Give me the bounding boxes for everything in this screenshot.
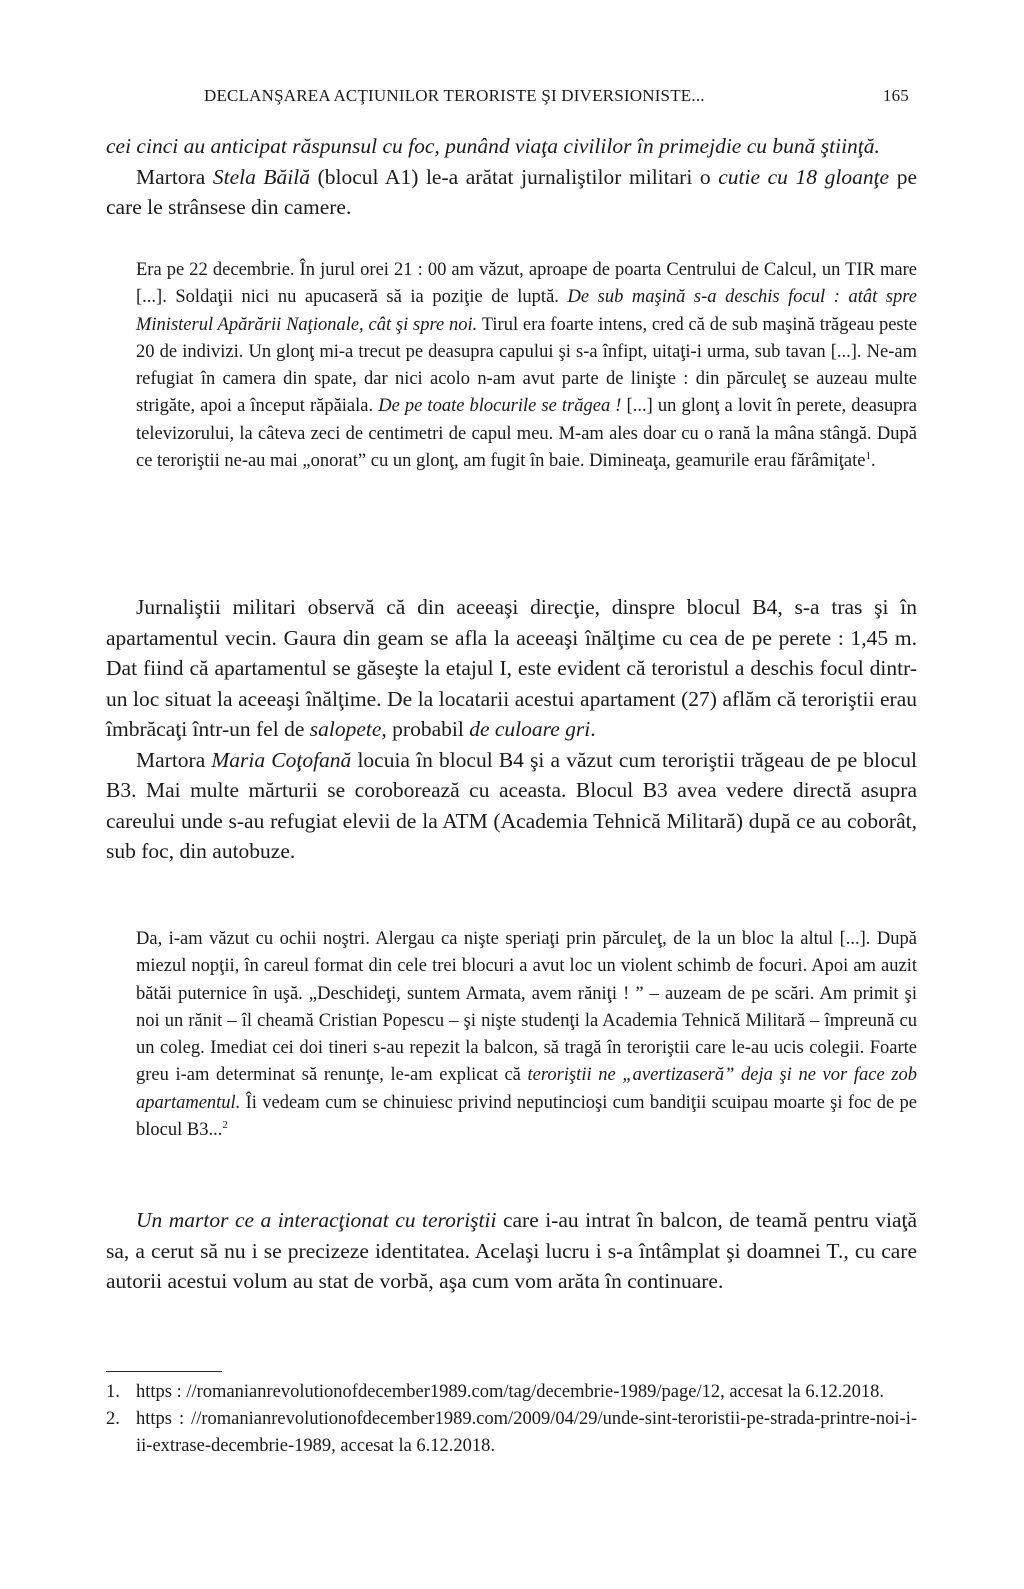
body-block-3 xyxy=(106,1205,917,1297)
text: , probabil xyxy=(381,717,470,741)
running-head-title: DECLANŞAREA ACŢIUNILOR TERORISTE ŞI DIVERSIONISTE... xyxy=(204,86,705,105)
body-block-1 xyxy=(106,131,917,223)
footnote-ref-2[interactable]: 2 xyxy=(222,1118,228,1131)
footnote-2 xyxy=(106,1406,917,1460)
witness-name: Maria Coţofană xyxy=(211,747,352,772)
text: Martora xyxy=(136,747,212,772)
italic-text: cutie cu 18 gloanţe xyxy=(718,164,890,189)
footnote-text: https : //romanianrevolutionofdecember1989.com/2009/04/29/unde-sint-teroristii-pe-strada-printre-noi-i-ii-extrase-decembrie-1989, accesat la 6.12.2018. xyxy=(136,1409,917,1456)
italic-text: De sub maşină s-a deschis focul : atât spre Ministerul Apărării Naţionale, cât şi spre noi. xyxy=(136,287,917,335)
block-quote-2 xyxy=(106,926,917,1144)
text: . xyxy=(590,717,596,741)
text: Martora xyxy=(136,164,213,189)
text: Jurnaliştii militari observă că din aceeaşi direcţie, dinspre blocul B4, s-a tras şi în apartamentul vecin. Gaura din geam se afla la aceeaşi înălţime cu cea de pe perete : 1,45 m. Dat fiind că apartamentul se găseşte la etajul I, este evident că teroristul a deschis focul dintr-un loc situat la aceeaşi înălţime. De la locatarii acestui apartament (27) aflăm că teroriştii erau îmbrăcaţi într-un fel de xyxy=(106,595,917,741)
text: locuia în blocul B4 şi a văzut cum teroriştii trăgeau de pe blocul B3. Mai multe mărturii se coroborează cu aceasta. Blocul B3 avea vedere directă asupra careului unde s-au refugiat elevii de la ATM (Academia Tehnică Militară) după ce au coborât, sub foc, din autobuze. xyxy=(106,747,917,863)
footnote-ref-1[interactable]: 1 xyxy=(865,449,871,462)
text: Da, i-am văzut cu ochii noştri. Alergau ca nişte speriaţi prin părculeţ, de la un bloc la altul [...]. După miezul nopţii, în careul format din cele trei blocuri a avut loc un violent schimb de focuri. Apoi am auzit bătăi puternice în uşă. „Deschideţi, suntem Armata, avem răniţi ! ” – auzeam de pe scări. Am primit şi noi un rănit – îl cheamă Cristian Popescu – şi nişte studenţi la Academia Tehnică Militară – împreună cu un coleg. Imediat cei doi tineri s-au repezit la balcon, să tragă în teroriştii care le-au ucis colegii. Foarte greu i-am determinat să renunţe, le-am explicat că xyxy=(136,929,917,1086)
text: (blocul A1) le-a arătat jurnaliştilor militari o xyxy=(310,164,719,189)
text: Îi vedeam cum se chinuiesc privind neputincioşi cum bandiţii scuipau moarte şi foc de pe blocul B3... xyxy=(136,1092,917,1141)
text: [...] un glonţ a lovit în perete, deasupra televizorului, la câteva zeci de centimetri de capul meu. M-am ales doar cu o rană la mâna stângă. După ce teroriştii ne-au mai „onorat” cu un glonţ, am fugit în baie. Dimineaţa, geamurile erau fărâmiţate xyxy=(136,396,917,472)
running-head xyxy=(106,86,917,112)
footnote-separator xyxy=(106,1371,222,1372)
text: Tirul era foarte intens, cred că de sub maşină trăgeau peste 20 de indivizi. Un glonţ mi-a trecut pe deasupra capului şi s-a înfipt, uitaţi-i urma, sub tavan [...]. Ne-am refugiat în camera din spate, dar nici acolo n-am avut parte de linişte : din părculeţ se auzeau multe strigăte, apoi a început răpăiala. xyxy=(136,314,917,417)
paragraph-maria-cotofana xyxy=(106,745,917,867)
paragraph-stela-baila xyxy=(106,162,917,223)
footnote-number: 1. xyxy=(106,1382,120,1402)
paragraph-jurnalistii xyxy=(106,592,917,745)
text: Era pe 22 decembrie. În jurul orei 21 : 00 am văzut, aproape de poarta Centrului de Calcul, un TIR mare [...]. Soldaţii nici nu apucaseră să ia poziţie de luptă. xyxy=(136,260,917,308)
italic-text: teroriştii ne „avertizaseră” deja şi ne vor face zob apartamentul. xyxy=(136,1065,917,1113)
text: . xyxy=(870,451,876,472)
italic-text: cei cinci au anticipat răspunsul cu foc, punând viaţa civililor în primejdie cu bună ştiinţă. xyxy=(106,134,880,158)
quote-paragraph xyxy=(136,926,917,1144)
page-number: 165 xyxy=(882,86,909,105)
footnotes xyxy=(106,1379,917,1460)
footnote-number: 2. xyxy=(106,1409,120,1429)
italic-text: De pe toate blocurile se trăgea ! xyxy=(378,396,622,417)
block-quote-1 xyxy=(106,257,917,475)
witness-name: Stela Băilă xyxy=(212,164,311,189)
footnote-text: https : //romanianrevolutionofdecember1989.com/tag/decembrie-1989/page/12, accesat la 6.12.2018. xyxy=(136,1382,884,1402)
quote-paragraph xyxy=(136,257,917,475)
body-block-2 xyxy=(106,592,917,867)
text: pe care le strânsese din camere. xyxy=(106,164,917,219)
footnote-1 xyxy=(106,1379,917,1406)
italic-text: salopete xyxy=(309,717,382,741)
italic-text: de culoare gri xyxy=(469,717,591,741)
italic-text: Un martor ce a interacţionat cu teroriştii xyxy=(136,1208,497,1232)
paragraph-continuation xyxy=(106,131,917,162)
text: care i-au intrat în balcon, de teamă pentru viaţă sa, a cerut să nu i se precizeze identitatea. Acelaşi lucru i s-a întâmplat şi doamnei T., cu care autorii acestui volum au stat de vorbă, aşa cum vom arăta în continuare. xyxy=(106,1208,918,1293)
paragraph-un-martor xyxy=(106,1205,917,1297)
